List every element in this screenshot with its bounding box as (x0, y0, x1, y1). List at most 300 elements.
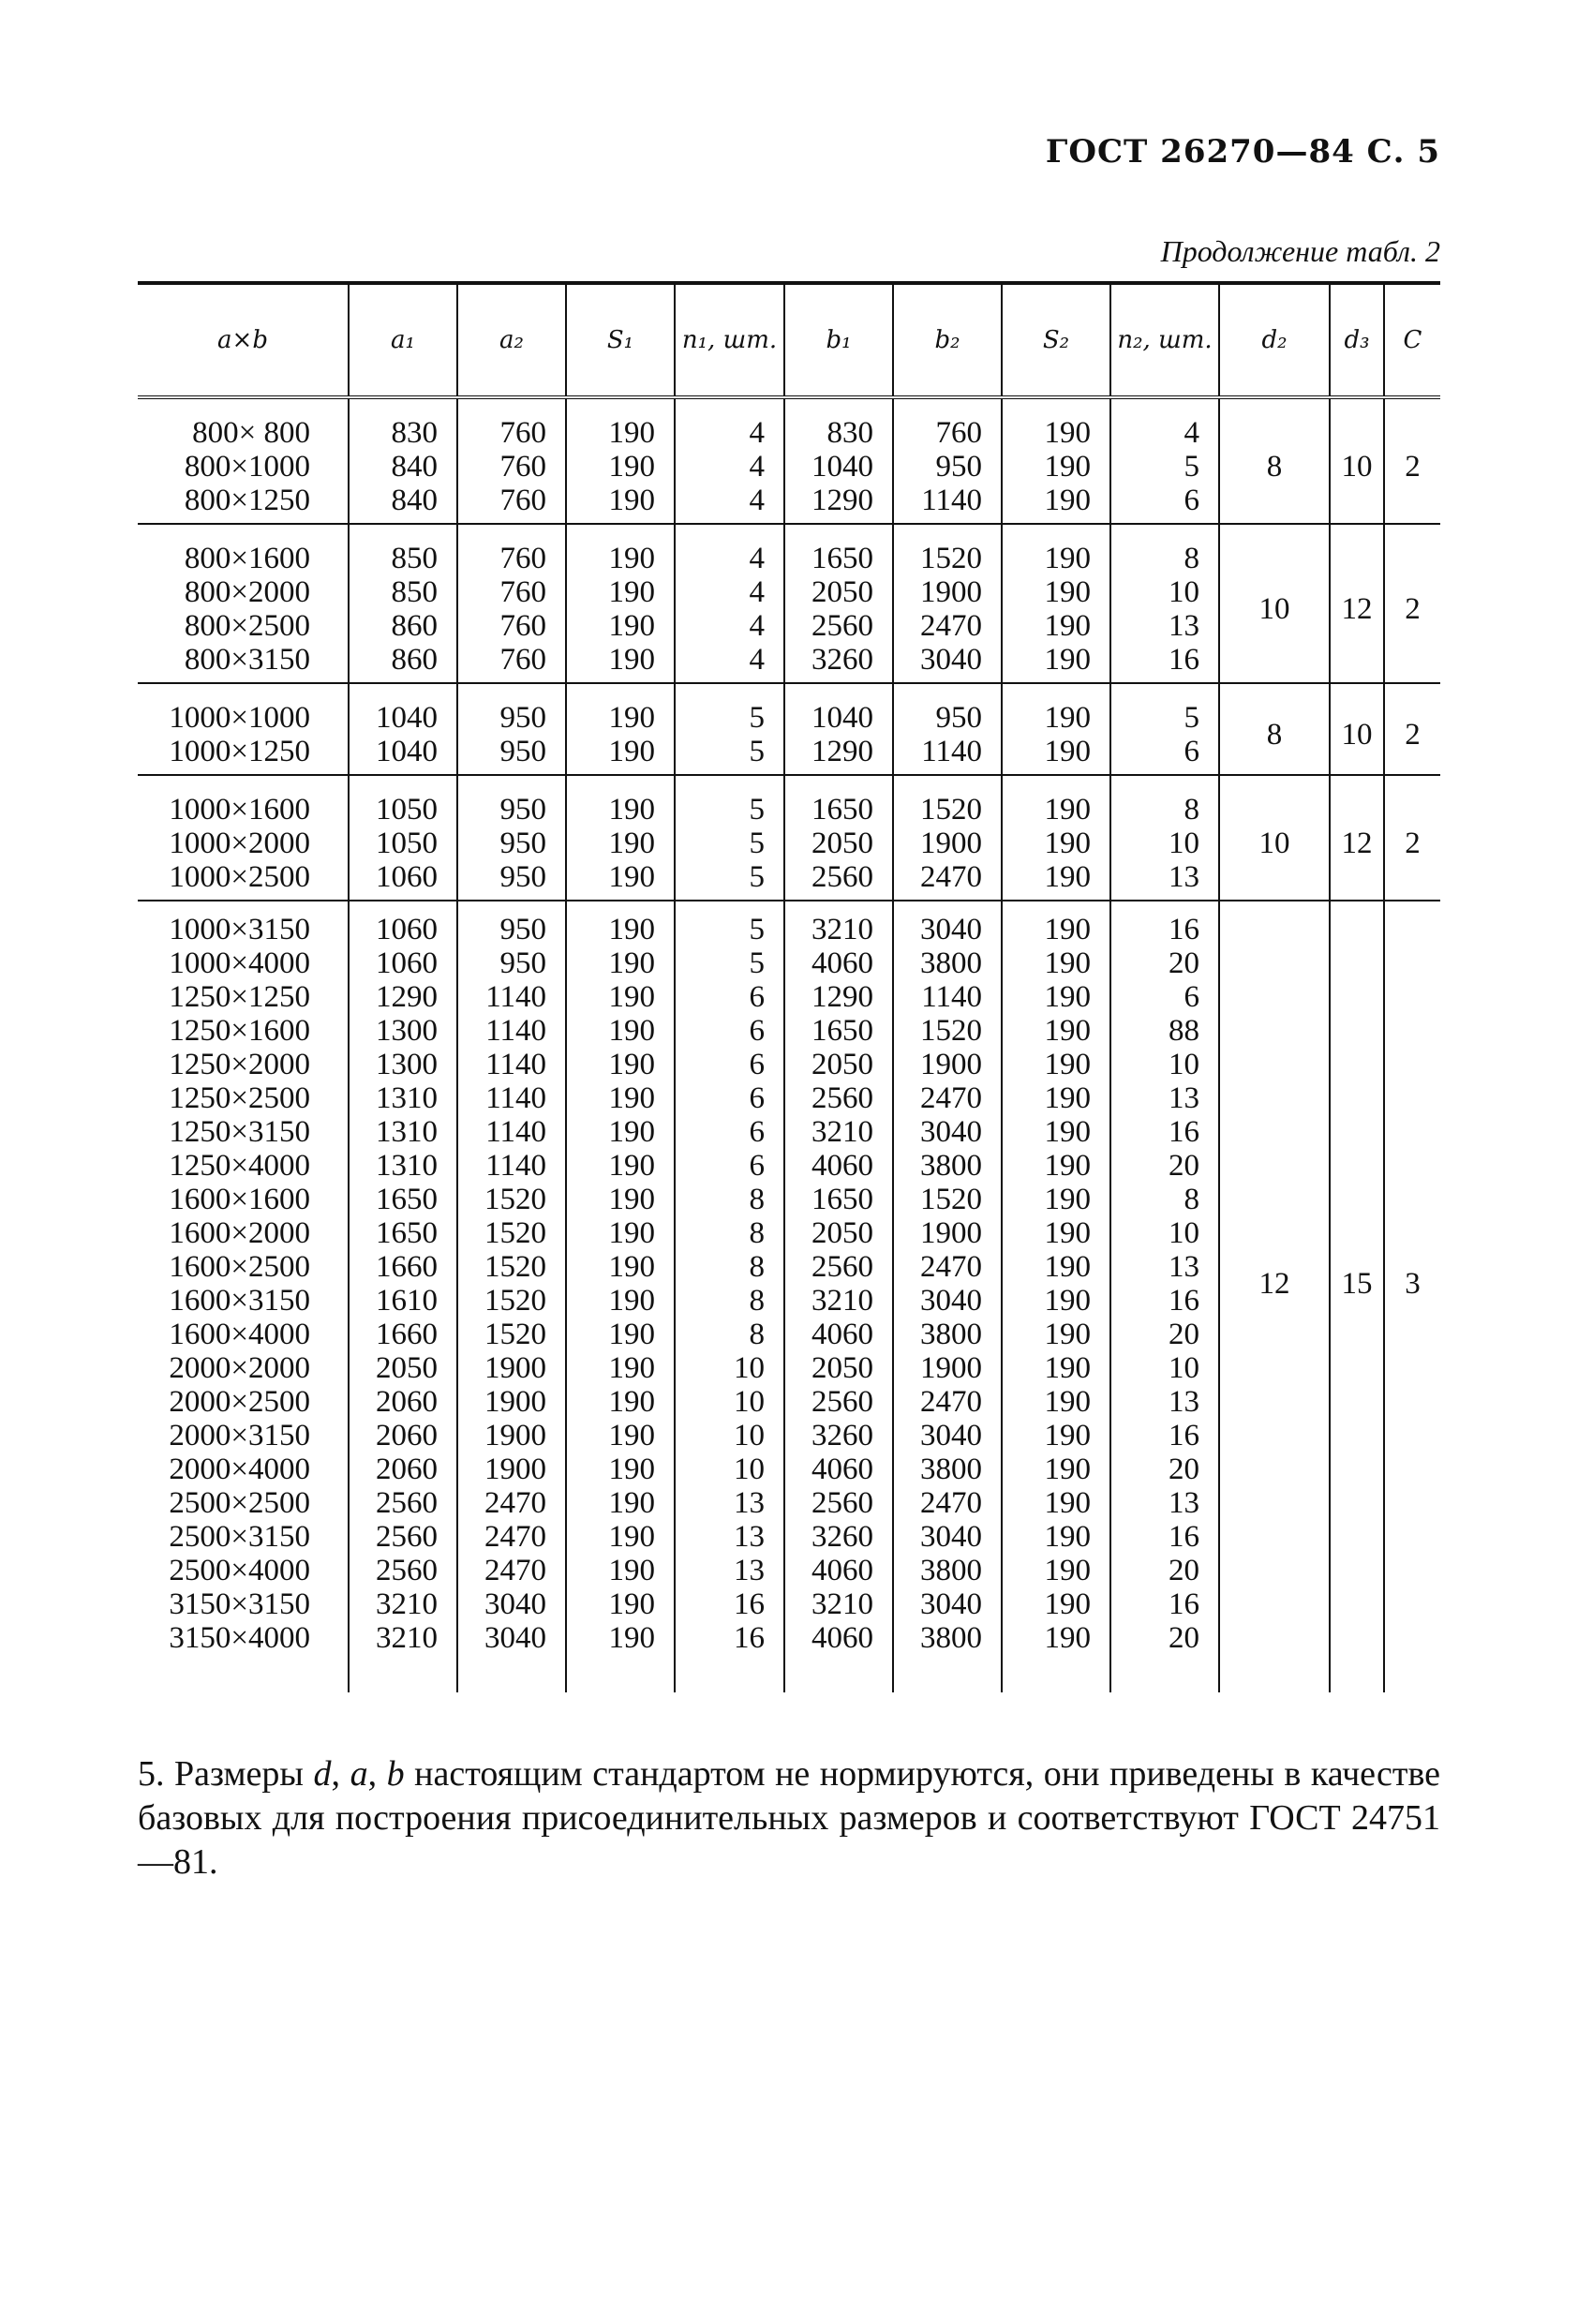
table-cell-value: 2000×2000 (169, 1351, 310, 1385)
column-header: b₂ (893, 283, 1002, 397)
table-cell-value: 1040 (376, 701, 438, 735)
table-cell-value: 5 (749, 701, 765, 735)
footnote-sep: , (331, 1754, 341, 1794)
c-cell: 2 (1384, 524, 1440, 683)
table-cell-value: 190 (608, 1452, 655, 1486)
table-cell-value: 1520 (484, 1318, 546, 1351)
table-cell-value: 2000×4000 (169, 1452, 310, 1486)
table-cell-value: 3150×3150 (169, 1587, 310, 1621)
n1-cell (675, 901, 784, 1692)
footnote-text: настоящим стандартом не нормируются, они приведены в качестве базовых для построения присоединительных размеров и соответствуют ГОСТ 24751—81. (138, 1754, 1441, 1882)
table-cell-value: 190 (608, 793, 655, 827)
table-cell-value: 190 (608, 484, 655, 517)
table-cell-value: 760 (499, 575, 546, 609)
footnote-prefix: 5. Размеры (138, 1754, 304, 1794)
table-cell-value: 1900 (920, 575, 982, 609)
table-cell-value: 1250×3150 (169, 1115, 310, 1149)
table-cell-value: 190 (1044, 827, 1091, 860)
footnote-paragraph (138, 1752, 1440, 1885)
d2-cell: 10 (1219, 524, 1330, 683)
table-cell-value: 190 (1044, 1385, 1091, 1419)
d2-cell: 8 (1219, 683, 1330, 775)
table-cell-value: 1600×2000 (169, 1216, 310, 1250)
footnote-var-d: d (313, 1754, 332, 1794)
table-cell-value: 10 (734, 1385, 765, 1419)
table-cell-value: 190 (608, 860, 655, 894)
table-cell-value: 1040 (811, 701, 873, 735)
footnote-sep: , (367, 1754, 378, 1794)
d3-cell: 12 (1330, 775, 1384, 901)
table-cell-value: 3150×4000 (169, 1621, 310, 1655)
table-cell-value: 20 (1169, 1318, 1199, 1351)
table-cell-value: 800×2000 (184, 575, 310, 609)
s1-cell (566, 397, 675, 524)
table-cell-value: 4 (749, 575, 765, 609)
footnote-var-a: a (350, 1754, 368, 1794)
table-cell-value: 800×2500 (184, 609, 310, 643)
table-cell-value: 190 (1044, 1149, 1091, 1183)
n2-cell (1110, 397, 1219, 524)
table-cell-value: 190 (608, 946, 655, 980)
a2-cell (457, 901, 566, 1692)
table-cell-value: 190 (608, 913, 655, 946)
table-cell-value: 4060 (811, 946, 873, 980)
table-cell-value: 4 (749, 450, 765, 484)
table-cell-value: 1290 (376, 980, 438, 1014)
table-row-group (138, 775, 1440, 901)
table-cell-value: 1600×2500 (169, 1250, 310, 1284)
table-cell-value: 3210 (376, 1621, 438, 1655)
table-cell-value: 13 (1169, 1385, 1199, 1419)
table-cell-value: 2050 (811, 1048, 873, 1081)
table-cell-value: 1900 (484, 1351, 546, 1385)
table-cell-value: 3040 (920, 1520, 982, 1554)
table-cell-value: 1900 (920, 827, 982, 860)
n2-cell (1110, 683, 1219, 775)
table-cell-value: 190 (608, 1351, 655, 1385)
table-cell-value: 190 (1044, 1183, 1091, 1216)
table-cell-value: 2470 (484, 1486, 546, 1520)
table-cell-value: 1520 (484, 1183, 546, 1216)
table-cell-value: 190 (1044, 793, 1091, 827)
table-cell-value: 1040 (811, 450, 873, 484)
table-cell-value: 1900 (920, 1048, 982, 1081)
table-cell-value: 1520 (484, 1250, 546, 1284)
table-cell-value: 1140 (921, 484, 982, 517)
table-cell-value: 1050 (376, 827, 438, 860)
table-cell-value: 20 (1169, 1452, 1199, 1486)
b1-cell (784, 397, 893, 524)
size-cell (138, 524, 349, 683)
table-cell-value: 3260 (811, 1520, 873, 1554)
table-cell-value: 190 (1044, 1351, 1091, 1385)
table-cell-value: 2050 (811, 1216, 873, 1250)
table-cell-value: 190 (608, 1587, 655, 1621)
table-cell-value: 190 (608, 575, 655, 609)
table-cell-value: 10 (1169, 1048, 1199, 1081)
footnote-var-b: b (386, 1754, 405, 1794)
table-cell-value: 190 (1044, 1250, 1091, 1284)
table-cell-value: 2470 (920, 1081, 982, 1115)
table-cell-value: 6 (749, 1081, 765, 1115)
table-cell-value: 1000×1250 (169, 735, 310, 768)
table-cell-value: 190 (608, 1216, 655, 1250)
table-cell-value: 950 (935, 450, 982, 484)
b1-cell (784, 775, 893, 901)
table-cell-value: 760 (499, 450, 546, 484)
table-cell-value: 190 (1044, 1014, 1091, 1048)
table-cell-value: 3040 (920, 1419, 982, 1452)
table-cell-value: 1520 (920, 542, 982, 575)
table-cell-value: 1140 (485, 1048, 546, 1081)
table-cell-value: 190 (608, 1183, 655, 1216)
table-cell-value: 8 (749, 1183, 765, 1216)
table-cell-value: 190 (608, 416, 655, 450)
table-cell-value: 2560 (376, 1520, 438, 1554)
a1-cell (349, 901, 457, 1692)
table-cell-value: 190 (1044, 1115, 1091, 1149)
table-row-group (138, 901, 1440, 1692)
table-cell-value: 2050 (811, 575, 873, 609)
table-cell-value: 190 (608, 1284, 655, 1318)
table-cell-value: 1040 (376, 735, 438, 768)
table-cell-value: 16 (734, 1621, 765, 1655)
table-cell-value: 190 (1044, 1216, 1091, 1250)
table-cell-value: 13 (734, 1486, 765, 1520)
table-cell-value: 5 (1184, 701, 1199, 735)
table-cell-value: 2060 (376, 1452, 438, 1486)
table-cell-value: 1600×1600 (169, 1183, 310, 1216)
table-cell-value: 190 (608, 643, 655, 677)
table-cell-value: 950 (935, 701, 982, 735)
b2-cell (893, 901, 1002, 1692)
table-cell-value: 1290 (811, 735, 873, 768)
table-cell-value: 950 (499, 946, 546, 980)
table-cell-value: 1900 (484, 1452, 546, 1486)
table-cell-value: 2060 (376, 1419, 438, 1452)
table-cell-value: 800×1600 (184, 542, 310, 575)
table-cell-value: 190 (608, 1014, 655, 1048)
column-header: a₁ (349, 283, 457, 397)
s1-cell (566, 775, 675, 901)
table-cell-value: 190 (608, 542, 655, 575)
table-cell-value: 1140 (485, 1014, 546, 1048)
table-cell-value: 4 (749, 416, 765, 450)
column-header: a₂ (457, 283, 566, 397)
s2-cell (1002, 524, 1110, 683)
table-cell-value: 1300 (376, 1014, 438, 1048)
table-cell-value: 950 (499, 701, 546, 735)
table-cell-value: 1250×1250 (169, 980, 310, 1014)
table-cell-value: 1900 (920, 1351, 982, 1385)
table-cell-value: 2560 (811, 1250, 873, 1284)
b2-cell (893, 683, 1002, 775)
table-cell-value: 5 (749, 946, 765, 980)
d2-cell: 10 (1219, 775, 1330, 901)
table-cell-value: 2060 (376, 1385, 438, 1419)
table-cell-value: 800×1000 (184, 450, 310, 484)
table-cell-value: 1310 (376, 1149, 438, 1183)
s1-cell (566, 524, 675, 683)
table-cell-value: 3040 (920, 1284, 982, 1318)
table-cell-value: 1310 (376, 1115, 438, 1149)
table-cell-value: 20 (1169, 1149, 1199, 1183)
table-cell-value: 3210 (811, 913, 873, 946)
table-cell-value: 6 (749, 980, 765, 1014)
table-cell-value: 850 (391, 542, 438, 575)
table-cell-value: 5 (749, 735, 765, 768)
table-row-group (138, 683, 1440, 775)
a2-cell (457, 397, 566, 524)
table-cell-value: 3800 (920, 1318, 982, 1351)
table-cell-value: 190 (608, 1115, 655, 1149)
table-cell-value: 2560 (376, 1554, 438, 1587)
table-cell-value: 6 (749, 1048, 765, 1081)
table-cell-value: 1660 (376, 1318, 438, 1351)
table-cell-value: 830 (391, 416, 438, 450)
table-cell-value: 190 (1044, 1520, 1091, 1554)
table-cell-value: 190 (608, 980, 655, 1014)
table-cell-value: 2470 (484, 1554, 546, 1587)
table-cell-value: 1060 (376, 860, 438, 894)
table-cell-value: 2500×2500 (169, 1486, 310, 1520)
table-cell-value: 190 (608, 827, 655, 860)
c-cell: 3 (1384, 901, 1440, 1692)
table-cell-value: 8 (749, 1250, 765, 1284)
n2-cell (1110, 901, 1219, 1692)
table-cell-value: 8 (749, 1318, 765, 1351)
table-cell-value: 1520 (920, 793, 982, 827)
table-cell-value: 190 (608, 450, 655, 484)
d3-cell: 10 (1330, 683, 1384, 775)
column-header: d₂ (1219, 283, 1330, 397)
table-cell-value: 190 (1044, 1048, 1091, 1081)
table-cell-value: 1290 (811, 980, 873, 1014)
n2-cell (1110, 524, 1219, 683)
table-cell-value: 2470 (920, 1385, 982, 1419)
table-cell-value: 850 (391, 575, 438, 609)
table-cell-value: 190 (1044, 643, 1091, 677)
table-cell-value: 1650 (811, 1014, 873, 1048)
table-cell-value: 1000×2500 (169, 860, 310, 894)
table-cell-value: 190 (1044, 913, 1091, 946)
table-cell-value: 3040 (484, 1587, 546, 1621)
a2-cell (457, 775, 566, 901)
table-cell-value: 2470 (920, 1486, 982, 1520)
table-cell-value: 8 (749, 1284, 765, 1318)
table-cell-value: 190 (1044, 609, 1091, 643)
table-cell-value: 190 (1044, 735, 1091, 768)
table-cell-value: 13 (1169, 1486, 1199, 1520)
column-header: S₁ (566, 283, 675, 397)
table-cell-value: 10 (1169, 575, 1199, 609)
s2-cell (1002, 683, 1110, 775)
table-cell-value: 1600×3150 (169, 1284, 310, 1318)
table-cell-value: 1000×2000 (169, 827, 310, 860)
table-cell-value: 2470 (920, 1250, 982, 1284)
table-cell-value: 190 (1044, 484, 1091, 517)
table-row-group (138, 397, 1440, 524)
table-cell-value: 6 (749, 1115, 765, 1149)
table-cell-value: 8 (1184, 793, 1199, 827)
table-cell-value: 1600×4000 (169, 1318, 310, 1351)
table-cell-value: 3040 (484, 1621, 546, 1655)
table-cell-value: 3260 (811, 643, 873, 677)
table-cell-value: 8 (1184, 1183, 1199, 1216)
table-cell-value: 1250×2500 (169, 1081, 310, 1115)
table-cell-value: 2560 (811, 609, 873, 643)
table-cell-value: 4 (749, 484, 765, 517)
table-cell-value: 190 (1044, 1452, 1091, 1486)
table-cell-value: 190 (608, 1318, 655, 1351)
table-cell-value: 5 (749, 860, 765, 894)
table-cell-value: 1520 (484, 1284, 546, 1318)
table-cell-value: 800× 800 (192, 416, 310, 450)
table-cell-value: 190 (608, 1621, 655, 1655)
table-cell-value: 830 (826, 416, 873, 450)
table-cell-value: 2050 (811, 1351, 873, 1385)
table-cell-value: 860 (391, 643, 438, 677)
table-cell-value: 10 (1169, 1351, 1199, 1385)
table-cell-value: 2500×4000 (169, 1554, 310, 1587)
table-cell-value: 16 (734, 1587, 765, 1621)
size-cell (138, 397, 349, 524)
table-cell-value: 3800 (920, 1621, 982, 1655)
table-cell-value: 6 (1184, 484, 1199, 517)
table-cell-value: 3800 (920, 1554, 982, 1587)
table-cell-value: 16 (1169, 1520, 1199, 1554)
dimensions-table (138, 281, 1440, 1692)
table-cell-value: 2050 (811, 827, 873, 860)
table-cell-value: 1000×3150 (169, 913, 310, 946)
table-cell-value: 950 (499, 827, 546, 860)
table-cell-value: 3210 (811, 1587, 873, 1621)
table-cell-value: 950 (499, 860, 546, 894)
table-cell-value: 1140 (485, 1115, 546, 1149)
table-cell-value: 6 (1184, 980, 1199, 1014)
c-cell: 2 (1384, 775, 1440, 901)
n1-cell (675, 775, 784, 901)
table-cell-value: 16 (1169, 1587, 1199, 1621)
column-header: b₁ (784, 283, 893, 397)
b1-cell (784, 524, 893, 683)
table-body (138, 397, 1440, 1692)
c-cell: 2 (1384, 683, 1440, 775)
table-cell-value: 8 (1184, 542, 1199, 575)
table-cell-value: 4060 (811, 1149, 873, 1183)
table-cell-value: 1140 (485, 1149, 546, 1183)
table-cell-value: 16 (1169, 643, 1199, 677)
n1-cell (675, 524, 784, 683)
table-cell-value: 4060 (811, 1452, 873, 1486)
table-cell-value: 190 (1044, 450, 1091, 484)
table-cell-value: 190 (1044, 1621, 1091, 1655)
table-cell-value: 3260 (811, 1419, 873, 1452)
table-cell-value: 2470 (920, 609, 982, 643)
table-cell-value: 1900 (920, 1216, 982, 1250)
table-cell-value: 190 (608, 1554, 655, 1587)
table-cell-value: 1900 (484, 1419, 546, 1452)
column-header: C (1384, 283, 1440, 397)
size-cell (138, 775, 349, 901)
table-cell-value: 1000×1600 (169, 793, 310, 827)
table-cell-value: 1610 (376, 1284, 438, 1318)
d2-cell: 8 (1219, 397, 1330, 524)
table-cell-value: 800×1250 (184, 484, 310, 517)
table-cell-value: 760 (499, 609, 546, 643)
table-cell-value: 760 (499, 416, 546, 450)
table-cell-value: 3210 (811, 1284, 873, 1318)
table-cell-value: 13 (1169, 860, 1199, 894)
column-header: d₃ (1330, 283, 1384, 397)
table-cell-value: 840 (391, 450, 438, 484)
table-cell-value: 4 (749, 643, 765, 677)
s2-cell (1002, 775, 1110, 901)
table-cell-value: 4 (1184, 416, 1199, 450)
n1-cell (675, 397, 784, 524)
table-cell-value: 1520 (920, 1014, 982, 1048)
table-cell-value: 3800 (920, 1149, 982, 1183)
table-cell-value: 190 (1044, 946, 1091, 980)
c-cell: 2 (1384, 397, 1440, 524)
b2-cell (893, 397, 1002, 524)
table-cell-value: 6 (1184, 735, 1199, 768)
table-cell-value: 4 (749, 542, 765, 575)
table-cell-value: 10 (1169, 827, 1199, 860)
table-cell-value: 4060 (811, 1621, 873, 1655)
table-cell-value: 4 (749, 609, 765, 643)
table-cell-value: 190 (1044, 1486, 1091, 1520)
table-cell-value: 4060 (811, 1554, 873, 1587)
table-cell-value: 3800 (920, 946, 982, 980)
table-cell-value: 16 (1169, 1115, 1199, 1149)
table-continuation-label: Продолжение табл. 2 (1160, 234, 1440, 268)
page-header-title: ГОСТ 26270—84 С. 5 (1045, 133, 1440, 171)
size-cell (138, 683, 349, 775)
table-cell-value: 88 (1169, 1014, 1199, 1048)
table-cell-value: 5 (749, 793, 765, 827)
s2-cell (1002, 397, 1110, 524)
b2-cell (893, 775, 1002, 901)
table-cell-value: 760 (935, 416, 982, 450)
table-cell-value: 2050 (376, 1351, 438, 1385)
table-cell-value: 1520 (920, 1183, 982, 1216)
table-row-group (138, 524, 1440, 683)
table-cell-value: 760 (499, 643, 546, 677)
table-cell-value: 1290 (811, 484, 873, 517)
table-cell-value: 190 (608, 1048, 655, 1081)
table-cell-value: 950 (499, 793, 546, 827)
table-cell-value: 190 (1044, 1419, 1091, 1452)
table-cell-value: 3040 (920, 1587, 982, 1621)
a1-cell (349, 683, 457, 775)
table-cell-value: 1900 (484, 1385, 546, 1419)
table-cell-value: 190 (1044, 1284, 1091, 1318)
a1-cell (349, 775, 457, 901)
s1-cell (566, 683, 675, 775)
table-cell-value: 13 (1169, 1081, 1199, 1115)
b2-cell (893, 524, 1002, 683)
table-cell-value: 3040 (920, 913, 982, 946)
table-cell-value: 13 (734, 1520, 765, 1554)
table-cell-value: 1060 (376, 913, 438, 946)
table-cell-value: 10 (1169, 1216, 1199, 1250)
table-cell-value: 190 (1044, 860, 1091, 894)
table-header-row (138, 283, 1440, 397)
n1-cell (675, 683, 784, 775)
table-cell-value: 190 (1044, 701, 1091, 735)
table-cell-value: 840 (391, 484, 438, 517)
